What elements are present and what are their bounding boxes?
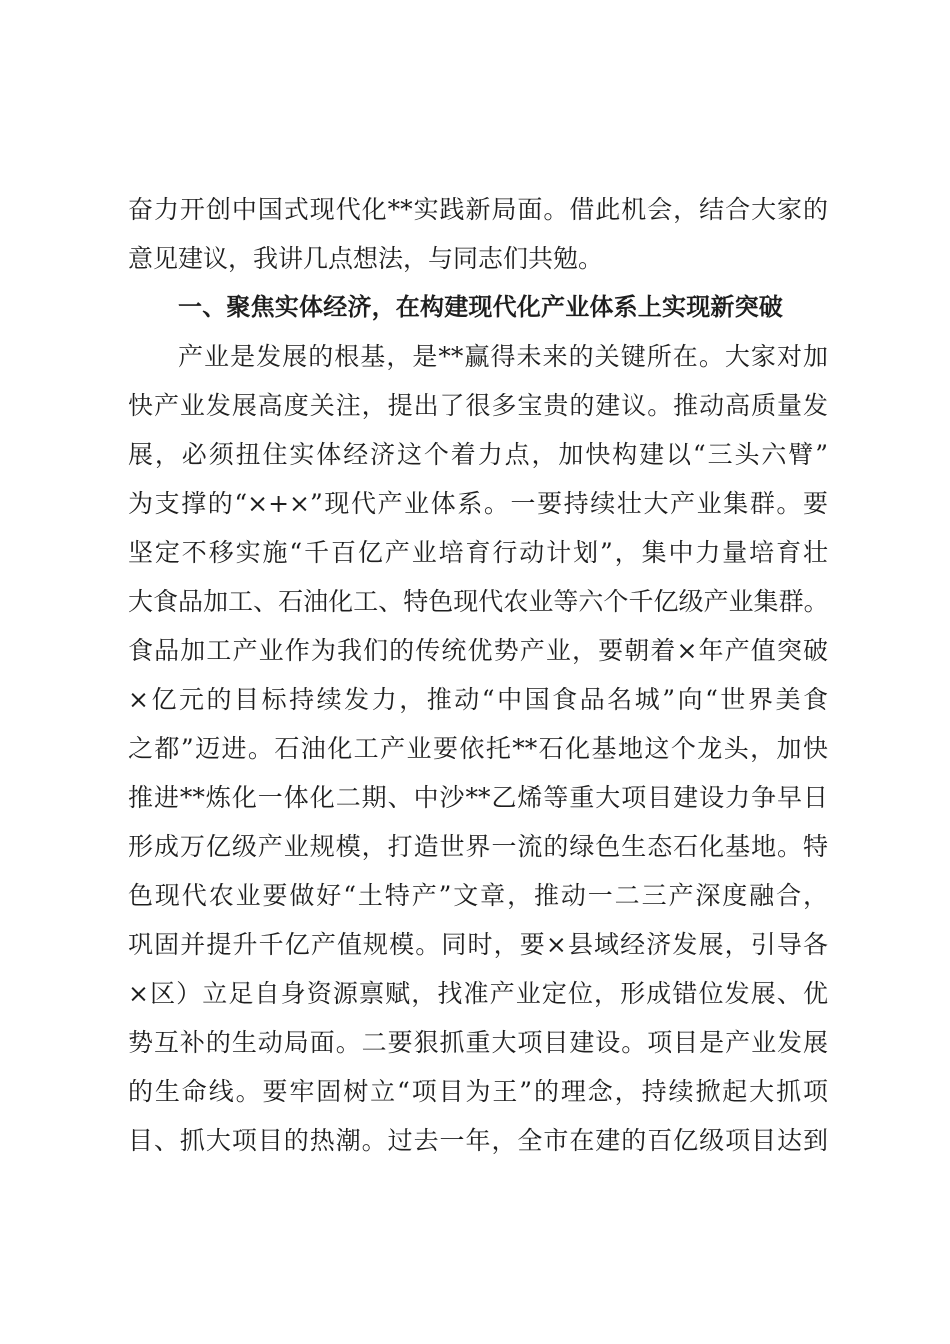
text-line: 的生命线。要牢固树立“项目为王”的理念，持续掀起大抓项 [128,1077,828,1106]
text-line: 之都”迈进。石油化工产业要依托**石化基地这个龙头，加快 [128,734,828,763]
text-line: 展，必须扭住实体经济这个着力点，加快构建以“三头六臂” [128,440,828,469]
text-line: 快产业发展高度关注，提出了很多宝贵的建议。推动高质量发 [128,391,828,420]
text-line: 奋力开创中国式现代化**实践新局面。借此机会，结合大家的 [128,195,828,224]
section-heading: 一、聚焦实体经济，在构建现代化产业体系上实现新突破 [178,293,783,321]
text-line: 目、抓大项目的热潮。过去一年，全市在建的百亿级项目达到 [128,1126,828,1155]
text-line: 产业是发展的根基，是**赢得未来的关键所在。大家对加 [178,342,828,371]
text-line: 推进**炼化一体化二期、中沙**乙烯等重大项目建设力争早日 [128,783,828,812]
text-line: 势互补的生动局面。二要狠抓重大项目建设。项目是产业发展 [128,1028,828,1057]
text-line: 食品加工产业作为我们的传统优势产业，要朝着×年产值突破 [128,636,828,665]
text-line: 形成万亿级产业规模，打造世界一流的绿色生态石化基地。特 [128,832,828,861]
document-body [128,185,828,1165]
text-line: 色现代农业要做好“土特产”文章，推动一二三产深度融合， [128,881,828,910]
text-line: 坚定不移实施“千百亿产业培育行动计划”，集中力量培育壮 [128,538,828,567]
text-line: ×区）立足自身资源禀赋，找准产业定位，形成错位发展、优 [128,979,828,1008]
text-line: 意见建议，我讲几点想法，与同志们共勉。 [128,244,604,273]
text-line: ×亿元的目标持续发力，推动“中国食品名城”向“世界美食 [128,685,828,714]
text-line: 大食品加工、石油化工、特色现代农业等六个千亿级产业集群。 [128,587,828,616]
text-line: 为支撑的“×+×”现代产业体系。一要持续壮大产业集群。要 [128,489,828,518]
text-line: 巩固并提升千亿产值规模。同时，要×县域经济发展，引导各 [128,930,828,959]
